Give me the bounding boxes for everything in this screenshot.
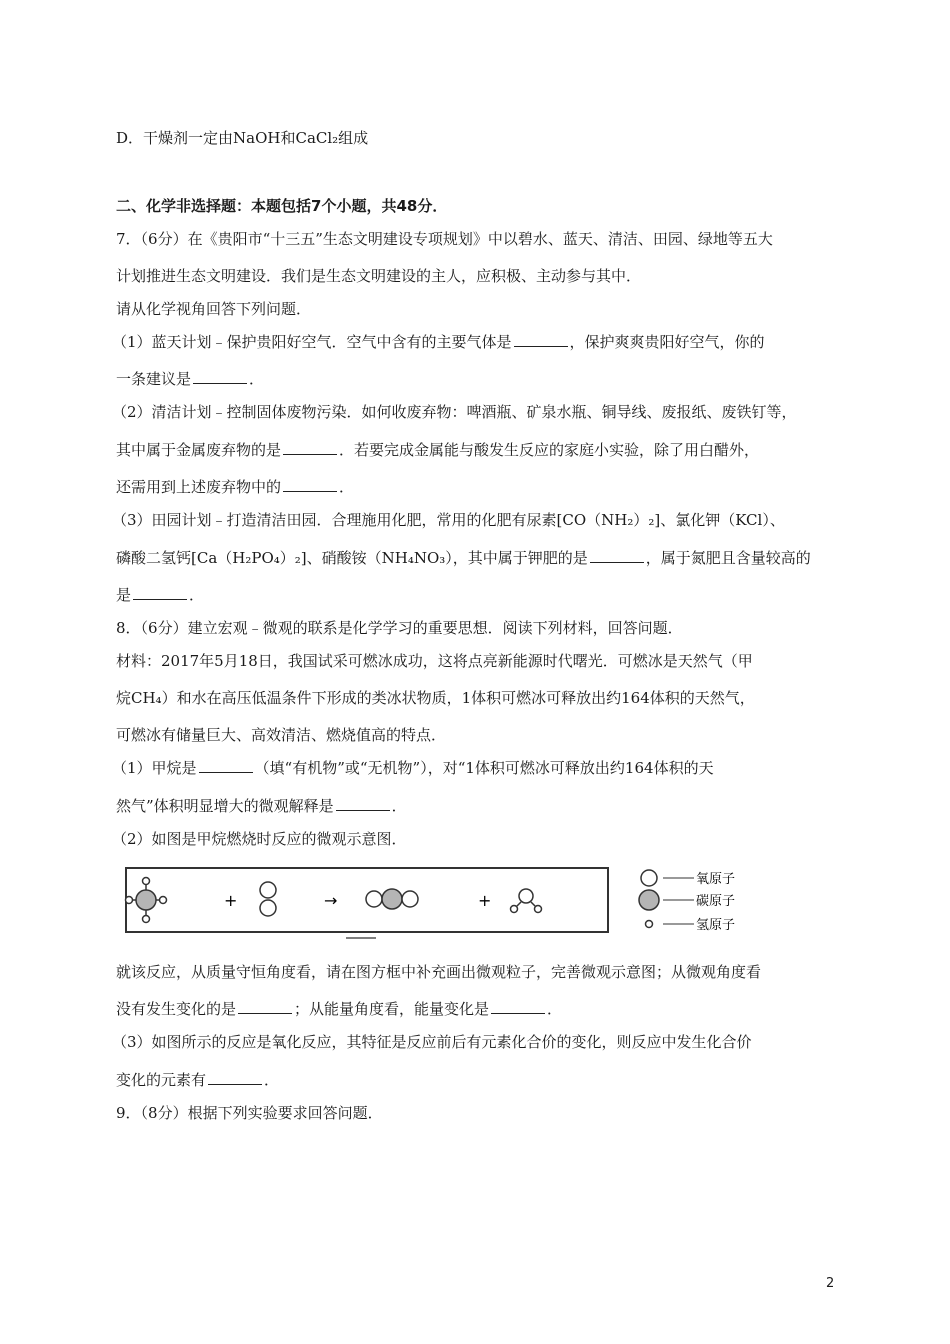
q7-part3-line1: （3）田园计划﹣打造清洁田园．合理施用化肥，常用的化肥有尿素[CO（NH₂）₂]、氯化钾（KCl）、 [112, 511, 785, 529]
carbon-atom-icon [639, 890, 659, 910]
water-molecule [511, 889, 542, 913]
legend-carbon: 碳原子 [696, 894, 736, 909]
q8-material-line2: 烷CH₄）和水在高压低温条件下形成的类冰状物质，1体积可燃冰可释放出约164体积的天然气， [116, 689, 755, 707]
q7-part2-line1: （2）清洁计划﹣控制固体废物污染．如何收废弃物：啤酒瓶、矿泉水瓶、铜导线、废报纸、废铁钉等， [112, 403, 797, 421]
q8-material-line3: 可燃冰有储量巨大、高效清洁、燃烧值高的特点． [116, 726, 447, 744]
q8-part2-line1: （2）如图是甲烷燃烧时反应的微观示意图． [112, 830, 407, 848]
plus-sign-2: + [478, 891, 492, 910]
answer-blank [491, 999, 545, 1014]
answer-blank [208, 1070, 262, 1085]
answer-blank [193, 369, 247, 384]
answer-blank [283, 477, 337, 492]
q7-part2-line2: 其中属于金属废弃物的是 ．若要完成金属能与酸发生反应的家庭小实验，除了用白醋外， [116, 441, 760, 459]
q7-part1-line1: （1）蓝天计划﹣保护贵阳好空气．空气中含有的主要气体是 ，保护爽爽贵阳好空气，你的 [112, 333, 765, 351]
section-title: 二、化学非选择题：本题包括7个小题，共48分． [116, 197, 448, 215]
q7-part3-line3: 是 ． [116, 586, 205, 604]
answer-blank [133, 585, 187, 600]
oxygen-atom-icon [641, 870, 657, 886]
hydrogen-atom-icon [646, 921, 653, 928]
answer-blank [590, 548, 644, 563]
oxygen-molecule [260, 882, 276, 916]
q8-part3-line2: 变化的元素有 ． [116, 1071, 280, 1089]
q9-line1: 9．（8分）根据下列实验要求回答问题． [116, 1104, 383, 1122]
methane-combustion-diagram [118, 862, 758, 942]
carbon-dioxide-molecule [366, 889, 418, 909]
q7-line1: 7．（6分）在《贵阳市“十三五”生态文明建设专项规划》中以碧水、蓝天、清洁、田园、绿地等五大 [116, 230, 773, 248]
answer-blank [336, 796, 390, 811]
q7-part1-line2: 一条建议是 ． [116, 370, 265, 388]
answer-blank [283, 440, 337, 455]
page-number: 2 [826, 1276, 835, 1291]
answer-blank [238, 999, 292, 1014]
q7-line3: 请从化学视角回答下列问题． [116, 300, 312, 318]
q7-part3-line2: 磷酸二氢钙[Ca（H₂PO₄）₂]、硝酸铵（NH₄NO₃），其中属于钾肥的是 ，属于氮肥且含量较高的 [116, 549, 811, 567]
legend [639, 870, 735, 933]
q8-part1-line1: （1）甲烷是 （填“有机物”或“无机物”），对“1体积可燃冰可释放出约164体积的天 [112, 759, 714, 777]
methane-molecule [126, 878, 167, 923]
q8-after-line1: 就该反应，从质量守恒角度看，请在图方框中补充画出微观粒子，完善微观示意图；从微观角度看 [116, 963, 762, 981]
q8-part1-line2: 然气”体积明显增大的微观解释是 ． [116, 797, 407, 815]
arrow-icon: → [324, 891, 338, 910]
answer-blank [514, 332, 568, 347]
answer-blank [199, 758, 253, 773]
option-d: D．干燥剂一定由NaOH和CaCl₂组成 [116, 129, 369, 147]
q7-line2: 计划推进生态文明建设．我们是生态文明建设的主人，应积极、主动参与其中． [116, 267, 642, 285]
q8-part3-line1: （3）如图所示的反应是氧化反应，其特征是反应前后有元素化合价的变化，则反应中发生化合价 [112, 1033, 752, 1051]
q7-part2-line3: 还需用到上述废弃物中的 ． [116, 478, 355, 496]
legend-oxygen: 氧原子 [696, 872, 736, 887]
q8-after-line2: 没有发生变化的是 ；从能量角度看，能量变化是 ． [116, 1000, 563, 1018]
legend-hydrogen: 氢原子 [696, 918, 736, 933]
q8-material-line1: 材料：2017年5月18日，我国试采可燃冰成功，这将点亮新能源时代曙光．可燃冰是天然气（甲 [116, 652, 753, 670]
plus-sign: + [224, 891, 238, 910]
q8-line1: 8．（6分）建立宏观﹣微观的联系是化学学习的重要思想．阅读下列材料，回答问题． [116, 619, 683, 637]
